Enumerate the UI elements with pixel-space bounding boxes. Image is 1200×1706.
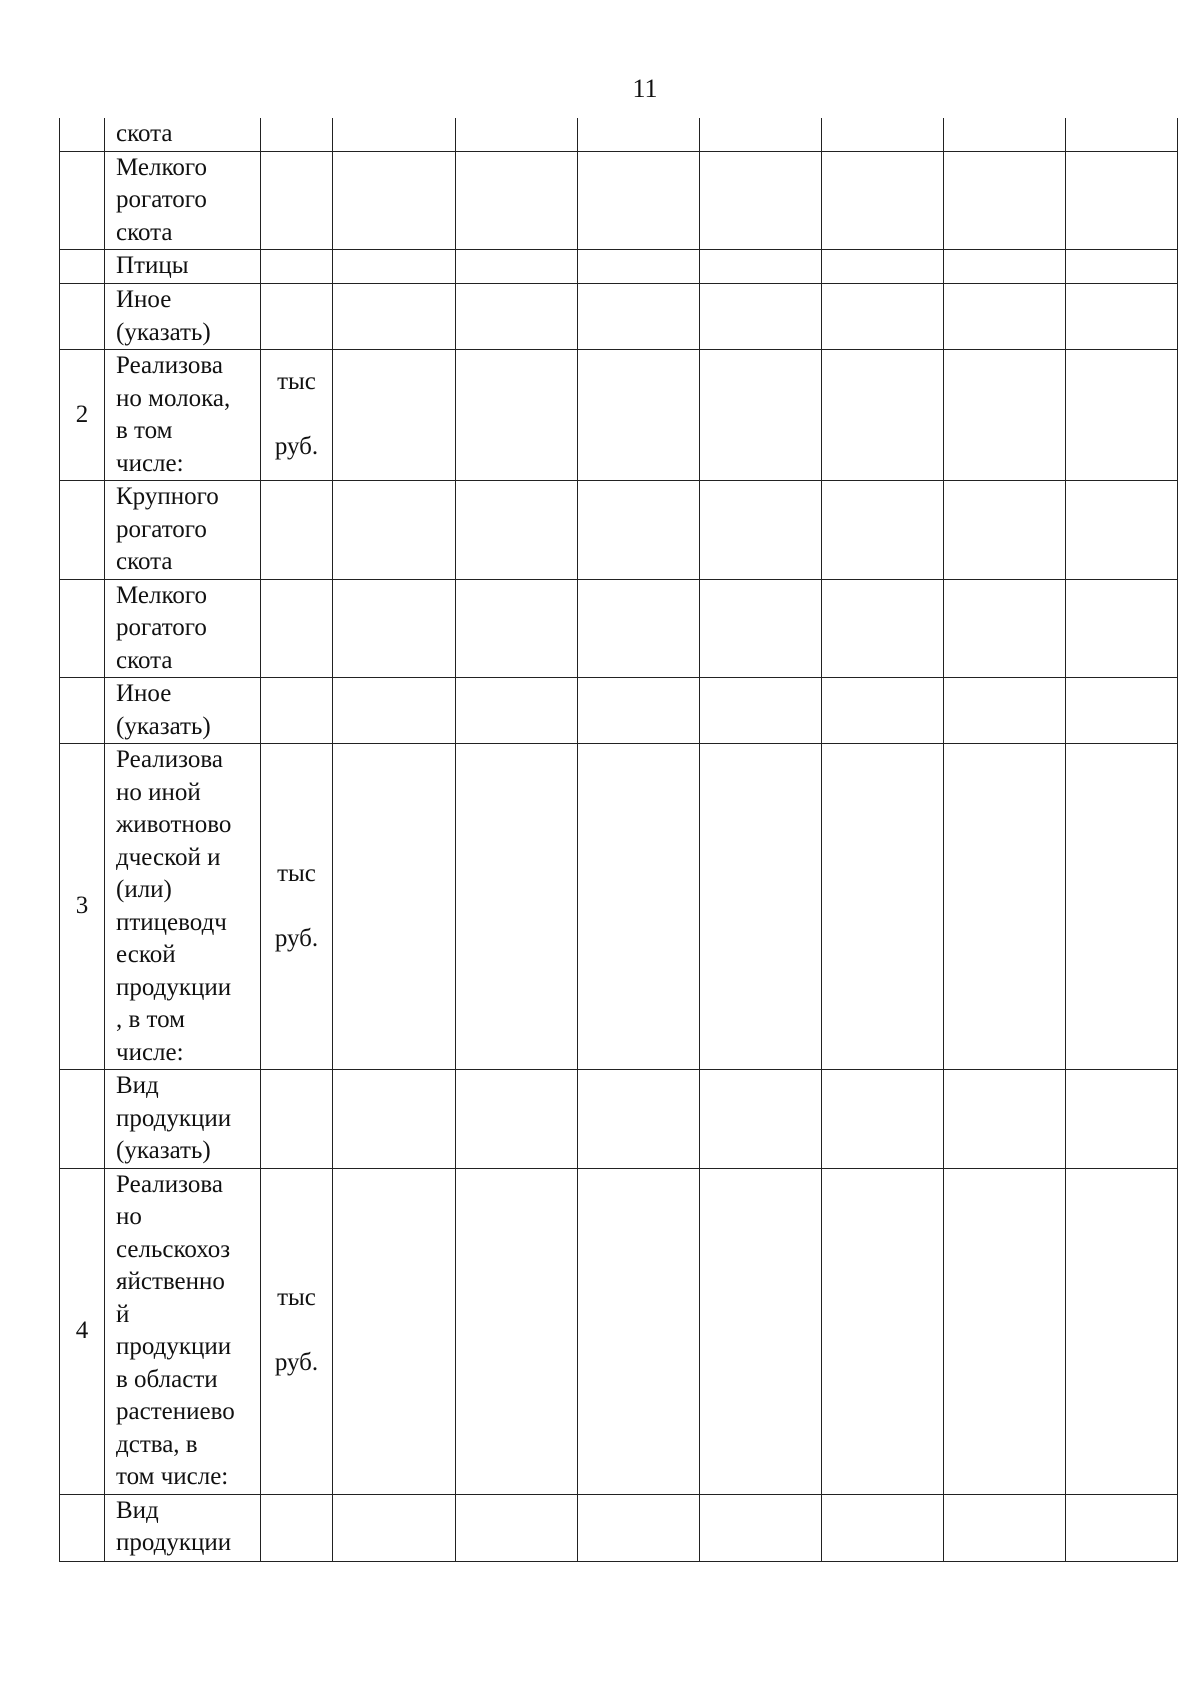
- row-number-cell: [60, 678, 105, 744]
- value-cell[interactable]: [822, 481, 944, 580]
- table-row: [60, 481, 1178, 580]
- unit-cell: [261, 678, 333, 744]
- value-cell[interactable]: [456, 481, 578, 580]
- value-cell[interactable]: [944, 350, 1066, 481]
- row-number-cell: [60, 481, 105, 580]
- value-cell[interactable]: [700, 1070, 822, 1169]
- value-cell[interactable]: [700, 284, 822, 350]
- value-cell[interactable]: [944, 678, 1066, 744]
- value-cell[interactable]: [700, 1168, 822, 1494]
- value-cell[interactable]: [333, 744, 456, 1070]
- row-number-cell: 2: [60, 350, 105, 481]
- value-cell[interactable]: [578, 1168, 700, 1494]
- value-cell[interactable]: [456, 1494, 578, 1561]
- unit-label-bottom: руб.: [274, 1349, 319, 1377]
- value-cell[interactable]: [822, 350, 944, 481]
- unit-cell: [261, 250, 333, 284]
- unit-label-top: тыс: [277, 368, 316, 396]
- value-cell[interactable]: [456, 284, 578, 350]
- value-cell[interactable]: [944, 1070, 1066, 1169]
- row-number-cell: [60, 284, 105, 350]
- value-cell[interactable]: [1066, 678, 1178, 744]
- value-cell[interactable]: [822, 1494, 944, 1561]
- table-row: [60, 1070, 1178, 1169]
- value-cell[interactable]: [333, 678, 456, 744]
- value-cell[interactable]: [1066, 1494, 1178, 1561]
- table-row: [60, 151, 1178, 250]
- value-cell[interactable]: [333, 1168, 456, 1494]
- value-cell[interactable]: [333, 118, 456, 151]
- row-name-cell: Реализова но сельскохоз яйственно й продукции в области растениево дства, в том числе:: [105, 1168, 261, 1494]
- value-cell[interactable]: [456, 1168, 578, 1494]
- row-name-cell: Вид продукции: [105, 1494, 261, 1561]
- table-row: [60, 744, 1178, 1070]
- row-name-cell: скота: [105, 118, 261, 151]
- value-cell[interactable]: [822, 744, 944, 1070]
- unit-label-top: тыс: [277, 1284, 316, 1312]
- row-number-cell: 3: [60, 744, 105, 1070]
- table-row: [60, 678, 1178, 744]
- unit-label-bottom: руб.: [274, 924, 319, 952]
- value-cell[interactable]: [456, 744, 578, 1070]
- value-cell[interactable]: [578, 481, 700, 580]
- row-name-cell: Иное (указать): [105, 678, 261, 744]
- value-cell[interactable]: [333, 284, 456, 350]
- value-cell[interactable]: [944, 284, 1066, 350]
- value-cell[interactable]: [456, 1070, 578, 1169]
- value-cell[interactable]: [1066, 350, 1178, 481]
- value-cell[interactable]: [333, 350, 456, 481]
- unit-cell: [261, 1494, 333, 1561]
- value-cell[interactable]: [578, 678, 700, 744]
- value-cell[interactable]: [333, 579, 456, 678]
- value-cell[interactable]: [700, 1494, 822, 1561]
- table-row: [60, 1168, 1178, 1494]
- row-number-cell: [60, 1070, 105, 1169]
- value-cell[interactable]: [944, 744, 1066, 1070]
- value-cell[interactable]: [456, 678, 578, 744]
- value-cell[interactable]: [944, 579, 1066, 678]
- value-cell[interactable]: [1066, 151, 1178, 250]
- value-cell[interactable]: [1066, 481, 1178, 580]
- unit-cell: [261, 481, 333, 580]
- row-name-cell: Иное (указать): [105, 284, 261, 350]
- value-cell[interactable]: [822, 118, 944, 151]
- value-cell[interactable]: [578, 579, 700, 678]
- unit-label-bottom: руб.: [274, 433, 319, 461]
- value-cell[interactable]: [1066, 118, 1178, 151]
- row-number-cell: [60, 151, 105, 250]
- value-cell[interactable]: [700, 250, 822, 284]
- table-row: [60, 250, 1178, 284]
- value-cell[interactable]: [944, 118, 1066, 151]
- row-name-cell: Реализова но молока, в том числе:: [105, 350, 261, 481]
- unit-cell: [261, 1070, 333, 1169]
- table-row: [60, 350, 1178, 481]
- row-number-cell: [60, 1494, 105, 1561]
- value-cell[interactable]: [333, 481, 456, 580]
- value-cell[interactable]: [456, 579, 578, 678]
- value-cell[interactable]: [700, 118, 822, 151]
- value-cell[interactable]: [578, 1494, 700, 1561]
- value-cell[interactable]: [944, 1494, 1066, 1561]
- value-cell[interactable]: [578, 151, 700, 250]
- unit-cell: [261, 350, 333, 481]
- value-cell[interactable]: [1066, 1168, 1178, 1494]
- unit-cell: [261, 151, 333, 250]
- value-cell[interactable]: [333, 151, 456, 250]
- value-cell[interactable]: [944, 1168, 1066, 1494]
- table-row: [60, 284, 1178, 350]
- value-cell[interactable]: [822, 284, 944, 350]
- value-cell[interactable]: [578, 284, 700, 350]
- value-cell[interactable]: [944, 250, 1066, 284]
- value-cell[interactable]: [1066, 284, 1178, 350]
- unit-cell: [261, 118, 333, 151]
- value-cell[interactable]: [578, 350, 700, 481]
- value-cell[interactable]: [578, 744, 700, 1070]
- row-name-cell: Вид продукции (указать): [105, 1070, 261, 1169]
- value-cell[interactable]: [944, 481, 1066, 580]
- value-cell[interactable]: [944, 151, 1066, 250]
- value-cell[interactable]: [700, 481, 822, 580]
- row-name-cell: Крупного рогатого скота: [105, 481, 261, 580]
- row-number-cell: [60, 118, 105, 151]
- value-cell[interactable]: [456, 350, 578, 481]
- value-cell[interactable]: [1066, 579, 1178, 678]
- unit-label-top: тыс: [277, 859, 316, 887]
- page-number: 11: [632, 74, 658, 103]
- value-cell[interactable]: [333, 1070, 456, 1169]
- row-name-cell: Мелкого рогатого скота: [105, 579, 261, 678]
- value-cell[interactable]: [822, 1168, 944, 1494]
- value-cell[interactable]: [822, 151, 944, 250]
- value-cell[interactable]: [333, 1494, 456, 1561]
- value-cell[interactable]: [456, 151, 578, 250]
- value-cell[interactable]: [700, 151, 822, 250]
- value-cell[interactable]: [1066, 744, 1178, 1070]
- row-number-cell: [60, 579, 105, 678]
- value-cell[interactable]: [822, 579, 944, 678]
- value-cell[interactable]: [333, 250, 456, 284]
- value-cell[interactable]: [1066, 250, 1178, 284]
- unit-cell: [261, 579, 333, 678]
- row-name-cell: Реализова но иной животново дческой и (или) птицеводч еской продукции , в том числе:: [105, 744, 261, 1070]
- value-cell[interactable]: [456, 118, 578, 151]
- row-name-cell: Птицы: [105, 250, 261, 284]
- value-cell[interactable]: [578, 1070, 700, 1169]
- unit-cell: [261, 744, 333, 1070]
- table-row: [60, 579, 1178, 678]
- row-number-cell: 4: [60, 1168, 105, 1494]
- value-cell[interactable]: [822, 250, 944, 284]
- value-cell[interactable]: [822, 678, 944, 744]
- value-cell[interactable]: [700, 678, 822, 744]
- value-cell[interactable]: [700, 579, 822, 678]
- table-row: [60, 1494, 1178, 1561]
- value-cell[interactable]: [578, 250, 700, 284]
- table-row: [60, 118, 1178, 151]
- unit-cell: [261, 1168, 333, 1494]
- value-cell[interactable]: [456, 250, 578, 284]
- row-name-cell: Мелкого рогатого скота: [105, 151, 261, 250]
- data-table: [59, 118, 1178, 1562]
- row-number-cell: [60, 250, 105, 284]
- value-cell[interactable]: [700, 350, 822, 481]
- unit-cell: [261, 284, 333, 350]
- value-cell[interactable]: [578, 118, 700, 151]
- value-cell[interactable]: [1066, 1070, 1178, 1169]
- value-cell[interactable]: [700, 744, 822, 1070]
- value-cell[interactable]: [822, 1070, 944, 1169]
